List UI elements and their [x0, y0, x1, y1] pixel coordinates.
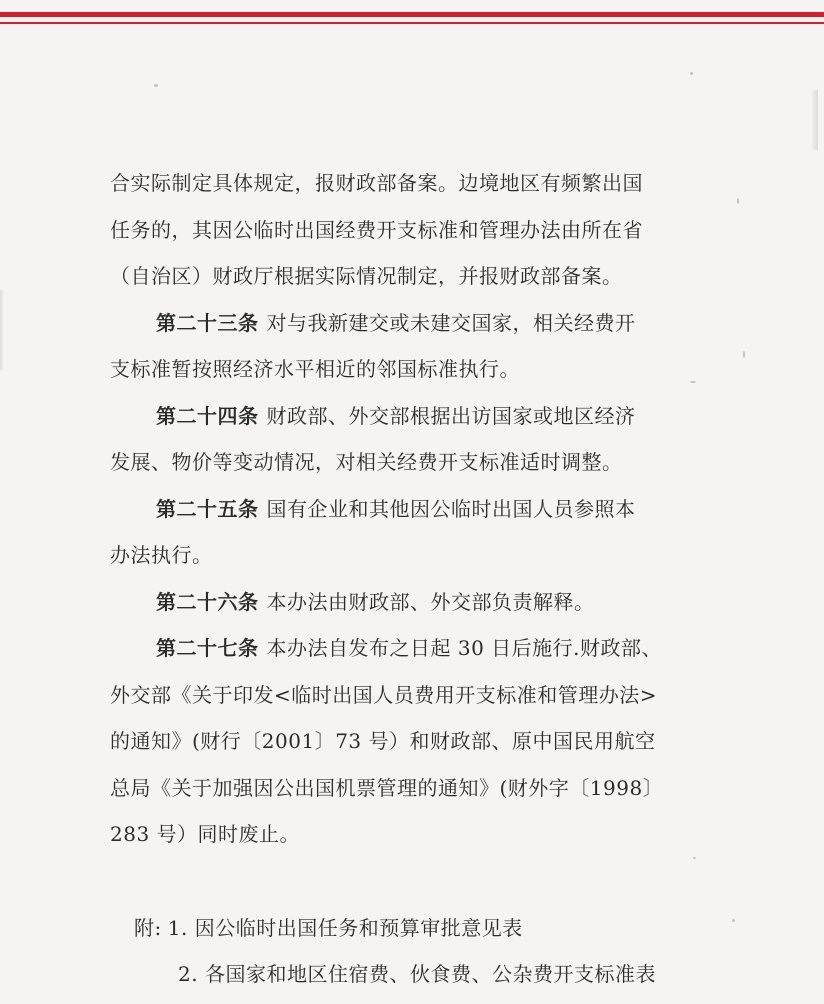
paragraph-line: 合实际制定具体规定，报财政部备案。边境地区有频繁出国: [110, 171, 643, 195]
paragraph-line: （自治区）财政厅根据实际情况制定，并报财政部备案。: [110, 264, 623, 288]
article-25-line-1: [110, 486, 720, 533]
article-23-number: 第二十三条: [156, 310, 259, 335]
article-24-number: 第二十四条: [156, 403, 259, 428]
scan-speck: [154, 84, 158, 87]
attachment-item-label: 2. 各国家和地区住宿费、伙食费、公杂费开支标准表: [178, 962, 656, 986]
article-27-number: 第二十七条: [156, 636, 259, 660]
article-27-line-1: [110, 625, 720, 672]
article-24-line-1: [110, 393, 720, 440]
attachments-list: [134, 905, 754, 997]
article-25-number: 第二十五条: [156, 496, 259, 521]
article-26-text: 本办法由财政部、外交部负责解释。: [266, 589, 595, 614]
article-25-text: 国有企业和其他因公临时出国人员参照本: [266, 496, 636, 521]
article-27-line-5: 283 号）同时废止。: [110, 822, 301, 846]
article-27-line-3: 的通知》(财行〔2001〕73 号）和财政部、原中国民用航空: [110, 729, 656, 753]
article-24-line-2: 发展、物价等变动情况，对相关经费开支标准适时调整。: [110, 450, 623, 474]
attachment-item: [134, 951, 754, 997]
scan-speck: [690, 72, 693, 75]
article-26-line-1: [110, 579, 720, 626]
scan-left-shadow: [0, 290, 4, 370]
document-body: [110, 160, 720, 858]
article-25-line-2: 办法执行。: [110, 543, 213, 567]
article-23-line-2: 支标准暂按照经济水平相近的邻国标准执行。: [110, 357, 520, 381]
attachment-item-label: 1. 因公临时出国任务和预算审批意见表: [167, 916, 523, 940]
article-26-number: 第二十六条: [156, 589, 259, 614]
scan-speck: [737, 198, 739, 204]
article-23-text: 对与我新建交或未建交国家，相关经费开: [266, 310, 636, 335]
paragraph-line: 任务的，其因公临时出国经费开支标准和管理办法由所在省: [110, 217, 643, 242]
attachments-prefix: 附:: [134, 916, 162, 940]
article-27-line-2: 外交部《关于印发<临时出国人员费用开支标准和管理办法>: [110, 682, 658, 707]
article-23-line-1: [110, 300, 720, 347]
scan-speck: [743, 351, 745, 358]
attachment-item: [134, 905, 754, 951]
article-27-line-4: 总局《关于加强因公出国机票管理的通知》(财外字〔1998〕: [110, 775, 664, 800]
header-red-rule-thin: [0, 22, 824, 24]
article-27-text: 本办法自发布之日起 30 日后施行.财政部、: [266, 636, 663, 660]
scan-edge-shadow: [812, 90, 818, 150]
header-red-rule-thick: [0, 12, 824, 17]
article-24-text: 财政部、外交部根据出访国家或地区经济: [266, 403, 636, 428]
